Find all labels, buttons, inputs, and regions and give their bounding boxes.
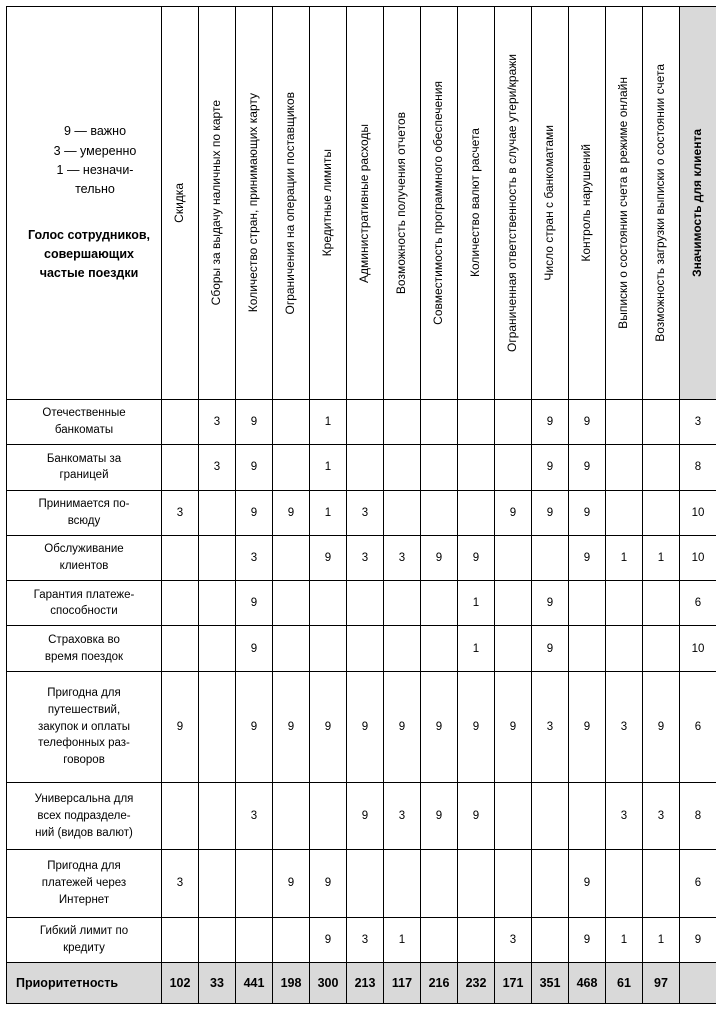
column-header-credit-limits — [310, 7, 347, 400]
cell-2-12 — [606, 490, 643, 535]
cell-5-11 — [569, 626, 606, 671]
cell-4-3 — [273, 581, 310, 626]
cell-7-4 — [310, 783, 347, 850]
legend-title-line-2: совершающих — [44, 247, 134, 262]
total-9: 171 — [495, 962, 532, 1003]
cell-2-1 — [199, 490, 236, 535]
cell-8-7 — [421, 850, 458, 917]
cell-4-importance: 6 — [680, 581, 716, 626]
column-header-label: Ограниченная ответственность в случае утери/кражи — [505, 54, 520, 352]
row-label-line: банкоматы — [54, 424, 114, 437]
cell-0-11: 9 — [569, 400, 606, 445]
cell-1-9 — [495, 445, 532, 490]
cell-3-2: 3 — [236, 535, 273, 580]
cell-1-12 — [606, 445, 643, 490]
column-header-label: Количество валют расчета — [468, 128, 483, 278]
column-header-cash-withdrawal-fees — [199, 7, 236, 400]
table-row — [7, 783, 716, 850]
row-label-line: Интернет — [58, 893, 110, 906]
row-label-line: кредиту — [63, 941, 105, 954]
cell-3-9 — [495, 535, 532, 580]
table-row — [7, 581, 716, 626]
cell-2-10: 9 — [532, 490, 569, 535]
legend-scale — [7, 122, 161, 200]
cell-3-8: 9 — [458, 535, 495, 580]
cell-9-2 — [236, 917, 273, 962]
cell-8-4: 9 — [310, 850, 347, 917]
cell-6-8: 9 — [458, 671, 495, 782]
cell-8-1 — [199, 850, 236, 917]
cell-1-8 — [458, 445, 495, 490]
cell-6-importance: 6 — [680, 671, 716, 782]
cell-3-5: 3 — [347, 535, 384, 580]
cell-0-importance: 3 — [680, 400, 716, 445]
legend-cell — [7, 7, 162, 400]
cell-6-10: 3 — [532, 671, 569, 782]
column-header-client-importance — [680, 7, 716, 400]
row-label-line: Пригодна для — [47, 860, 121, 873]
cell-9-9: 3 — [495, 917, 532, 962]
cell-7-3 — [273, 783, 310, 850]
cell-9-10 — [532, 917, 569, 962]
totals-row — [7, 962, 716, 1003]
table-row — [7, 626, 716, 671]
cell-8-10 — [532, 850, 569, 917]
row-label-line: телефонных раз- — [38, 737, 130, 750]
cell-0-9 — [495, 400, 532, 445]
cell-5-0 — [162, 626, 199, 671]
row-label-foreign-atms — [7, 445, 162, 490]
cell-0-12 — [606, 400, 643, 445]
table-row — [7, 445, 716, 490]
column-header-limited-liability-loss-theft — [495, 7, 532, 400]
cell-1-2: 9 — [236, 445, 273, 490]
column-header-software-compatibility — [421, 7, 458, 400]
cell-9-11: 9 — [569, 917, 606, 962]
cell-6-9: 9 — [495, 671, 532, 782]
legend-scale-line-1: 9 — важно — [63, 124, 127, 139]
column-header-label: Скидка — [172, 183, 187, 223]
column-header-label: Выписки о состоянии счета в режиме онлайн — [616, 77, 631, 329]
cell-7-importance: 8 — [680, 783, 716, 850]
cell-6-2: 9 — [236, 671, 273, 782]
legend-scale-line-4: тельно — [75, 182, 115, 197]
row-label-line: Гибкий лимит по — [39, 925, 129, 938]
cell-5-13 — [643, 626, 680, 671]
legend-scale-line-2: 3 — умеренно — [53, 143, 137, 158]
cell-9-6: 1 — [384, 917, 421, 962]
cell-8-importance: 6 — [680, 850, 716, 917]
column-header-countries-accepting-card — [236, 7, 273, 400]
qfd-matrix-table — [6, 6, 716, 1004]
cell-2-9: 9 — [495, 490, 532, 535]
total-8: 232 — [458, 962, 495, 1003]
cell-6-11: 9 — [569, 671, 606, 782]
cell-4-5 — [347, 581, 384, 626]
cell-1-1: 3 — [199, 445, 236, 490]
cell-3-12: 1 — [606, 535, 643, 580]
total-4: 300 — [310, 962, 347, 1003]
column-header-label: Контроль нарушений — [579, 144, 594, 262]
cell-2-5: 3 — [347, 490, 384, 535]
cell-5-12 — [606, 626, 643, 671]
cell-3-7: 9 — [421, 535, 458, 580]
cell-8-8 — [458, 850, 495, 917]
cell-4-10: 9 — [532, 581, 569, 626]
cell-1-11: 9 — [569, 445, 606, 490]
cell-6-12: 3 — [606, 671, 643, 782]
column-header-label: Возможность получения отчетов — [394, 111, 409, 295]
cell-0-10: 9 — [532, 400, 569, 445]
table-row — [7, 490, 716, 535]
cell-8-13 — [643, 850, 680, 917]
row-label-line: ний (видов валют) — [35, 826, 133, 839]
cell-1-4: 1 — [310, 445, 347, 490]
row-label-line: Отечественные — [42, 407, 126, 420]
row-label-line: всюду — [67, 514, 101, 527]
column-header-label: Число стран с банкоматами — [542, 125, 557, 281]
cell-5-4 — [310, 626, 347, 671]
table-row — [7, 917, 716, 962]
cell-7-7: 9 — [421, 783, 458, 850]
cell-2-6 — [384, 490, 421, 535]
cell-3-3 — [273, 535, 310, 580]
row-label-line: Пригодна для — [47, 687, 121, 700]
cell-7-2: 3 — [236, 783, 273, 850]
cell-2-7 — [421, 490, 458, 535]
row-label-accepted-everywhere — [7, 490, 162, 535]
cell-7-13: 3 — [643, 783, 680, 850]
column-header-label: Ограничения на операции поставщиков — [283, 91, 298, 315]
cell-5-6 — [384, 626, 421, 671]
cell-7-8: 9 — [458, 783, 495, 850]
row-label-line: Универсальна для — [34, 793, 134, 806]
cell-4-12 — [606, 581, 643, 626]
cell-4-1 — [199, 581, 236, 626]
row-label-line: Гарантия платеже- — [33, 588, 135, 601]
total-7: 216 — [421, 962, 458, 1003]
cell-1-5 — [347, 445, 384, 490]
row-label-line: Обслуживание — [44, 543, 124, 556]
column-header-discount — [162, 7, 199, 400]
cell-9-importance: 9 — [680, 917, 716, 962]
total-2: 441 — [236, 962, 273, 1003]
legend-title — [7, 226, 161, 284]
cell-5-9 — [495, 626, 532, 671]
cell-9-12: 1 — [606, 917, 643, 962]
table-row — [7, 535, 716, 580]
total-12: 61 — [606, 962, 643, 1003]
cell-7-10 — [532, 783, 569, 850]
row-label-line: платежей через — [41, 877, 127, 890]
cell-9-4: 9 — [310, 917, 347, 962]
cell-1-10: 9 — [532, 445, 569, 490]
cell-0-2: 9 — [236, 400, 273, 445]
cell-4-8: 1 — [458, 581, 495, 626]
cell-9-8 — [458, 917, 495, 962]
cell-1-13 — [643, 445, 680, 490]
cell-2-2: 9 — [236, 490, 273, 535]
total-11: 468 — [569, 962, 606, 1003]
cell-0-6 — [384, 400, 421, 445]
cell-4-13 — [643, 581, 680, 626]
cell-5-1 — [199, 626, 236, 671]
cell-9-5: 3 — [347, 917, 384, 962]
column-header-countries-with-atms — [532, 7, 569, 400]
cell-6-7: 9 — [421, 671, 458, 782]
cell-0-8 — [458, 400, 495, 445]
cell-0-1: 3 — [199, 400, 236, 445]
cell-0-13 — [643, 400, 680, 445]
cell-0-3 — [273, 400, 310, 445]
cell-5-8: 1 — [458, 626, 495, 671]
row-label-line: закупок и оплаты — [37, 720, 131, 733]
row-label-line: клиентов — [59, 560, 109, 573]
cell-9-13: 1 — [643, 917, 680, 962]
total-10: 351 — [532, 962, 569, 1003]
total-5: 213 — [347, 962, 384, 1003]
cell-6-1 — [199, 671, 236, 782]
cell-7-11 — [569, 783, 606, 850]
cell-2-0: 3 — [162, 490, 199, 535]
cell-9-7 — [421, 917, 458, 962]
total-3: 198 — [273, 962, 310, 1003]
total-13: 97 — [643, 962, 680, 1003]
legend-title-line-3: частые поездки — [39, 266, 139, 281]
cell-8-5 — [347, 850, 384, 917]
cell-4-4 — [310, 581, 347, 626]
row-label-line: границей — [59, 469, 109, 482]
cell-1-7 — [421, 445, 458, 490]
cell-6-6: 9 — [384, 671, 421, 782]
row-label-line: всех подразделе- — [37, 809, 131, 822]
cell-8-11: 9 — [569, 850, 606, 917]
cell-8-2 — [236, 850, 273, 917]
cell-5-7 — [421, 626, 458, 671]
cell-7-5: 9 — [347, 783, 384, 850]
header-row — [7, 7, 716, 400]
cell-4-6 — [384, 581, 421, 626]
row-label-solvency-guarantee — [7, 581, 162, 626]
row-label-line: Банкоматы за — [46, 452, 122, 465]
cell-0-0 — [162, 400, 199, 445]
column-header-supplier-operation-limits — [273, 7, 310, 400]
row-label-line: Страховка во — [48, 633, 120, 646]
cell-2-4: 1 — [310, 490, 347, 535]
row-label-flexible-credit-limit — [7, 917, 162, 962]
cell-9-0 — [162, 917, 199, 962]
cell-5-3 — [273, 626, 310, 671]
cell-6-13: 9 — [643, 671, 680, 782]
row-label-travel-purchases-phone — [7, 671, 162, 782]
cell-3-4: 9 — [310, 535, 347, 580]
cell-1-3 — [273, 445, 310, 490]
cell-0-7 — [421, 400, 458, 445]
cell-5-10: 9 — [532, 626, 569, 671]
legend-scale-line-3: 1 — незначи- — [56, 162, 134, 177]
cell-4-0 — [162, 581, 199, 626]
row-label-line: Принимается по- — [38, 498, 130, 511]
cell-8-3: 9 — [273, 850, 310, 917]
cell-3-10 — [532, 535, 569, 580]
cell-2-8 — [458, 490, 495, 535]
cell-4-2: 9 — [236, 581, 273, 626]
cell-2-11: 9 — [569, 490, 606, 535]
cell-1-6 — [384, 445, 421, 490]
cell-3-6: 3 — [384, 535, 421, 580]
cell-1-importance: 8 — [680, 445, 716, 490]
cell-2-3: 9 — [273, 490, 310, 535]
cell-3-11: 9 — [569, 535, 606, 580]
column-header-online-statements — [606, 7, 643, 400]
cell-7-12: 3 — [606, 783, 643, 850]
row-label-line: способности — [50, 605, 118, 618]
cell-2-13 — [643, 490, 680, 535]
cell-3-0 — [162, 535, 199, 580]
column-header-statement-download — [643, 7, 680, 400]
row-label-universal-all-divisions — [7, 783, 162, 850]
cell-3-importance: 10 — [680, 535, 716, 580]
cell-7-1 — [199, 783, 236, 850]
cell-4-9 — [495, 581, 532, 626]
legend-title-line-1: Голос сотрудников, — [27, 227, 151, 242]
cell-7-6: 3 — [384, 783, 421, 850]
total-importance — [680, 962, 716, 1003]
column-header-label: Сборы за выдачу наличных по карте — [209, 100, 224, 306]
column-header-label: Возможность загрузки выписки о состоянии счета — [653, 64, 668, 342]
column-header-report-availability — [384, 7, 421, 400]
table-row — [7, 850, 716, 917]
cell-8-9 — [495, 850, 532, 917]
column-header-label: Количество стран, принимающих карту — [246, 93, 261, 313]
cell-5-5 — [347, 626, 384, 671]
cell-4-7 — [421, 581, 458, 626]
row-label-domestic-atms — [7, 400, 162, 445]
cell-8-6 — [384, 850, 421, 917]
row-label-line: время поездок — [44, 650, 124, 663]
cell-8-0: 3 — [162, 850, 199, 917]
total-0: 102 — [162, 962, 199, 1003]
column-header-settlement-currencies — [458, 7, 495, 400]
row-label-internet-payments — [7, 850, 162, 917]
total-1: 33 — [199, 962, 236, 1003]
cell-5-importance: 10 — [680, 626, 716, 671]
row-label-travel-insurance — [7, 626, 162, 671]
cell-6-4: 9 — [310, 671, 347, 782]
column-header-violation-control — [569, 7, 606, 400]
cell-4-11 — [569, 581, 606, 626]
column-header-administrative-costs — [347, 7, 384, 400]
cell-9-1 — [199, 917, 236, 962]
column-header-label: Совместимость программного обеспечения — [431, 81, 446, 325]
cell-6-5: 9 — [347, 671, 384, 782]
column-header-label: Административные расходы — [357, 123, 372, 283]
table-row — [7, 400, 716, 445]
cell-8-12 — [606, 850, 643, 917]
cell-6-3: 9 — [273, 671, 310, 782]
column-header-label: Значимость для клиента — [690, 129, 705, 277]
cell-5-2: 9 — [236, 626, 273, 671]
cell-0-4: 1 — [310, 400, 347, 445]
total-6: 117 — [384, 962, 421, 1003]
cell-9-3 — [273, 917, 310, 962]
cell-2-importance: 10 — [680, 490, 716, 535]
totals-label: Приоритетность — [7, 962, 162, 1003]
table-row — [7, 671, 716, 782]
row-label-customer-service — [7, 535, 162, 580]
row-label-line: путешествий, — [47, 703, 121, 716]
row-label-line: говоров — [63, 753, 105, 766]
cell-3-13: 1 — [643, 535, 680, 580]
cell-7-0 — [162, 783, 199, 850]
cell-6-0: 9 — [162, 671, 199, 782]
cell-3-1 — [199, 535, 236, 580]
column-header-label: Кредитные лимиты — [320, 149, 335, 257]
cell-7-9 — [495, 783, 532, 850]
cell-1-0 — [162, 445, 199, 490]
cell-0-5 — [347, 400, 384, 445]
